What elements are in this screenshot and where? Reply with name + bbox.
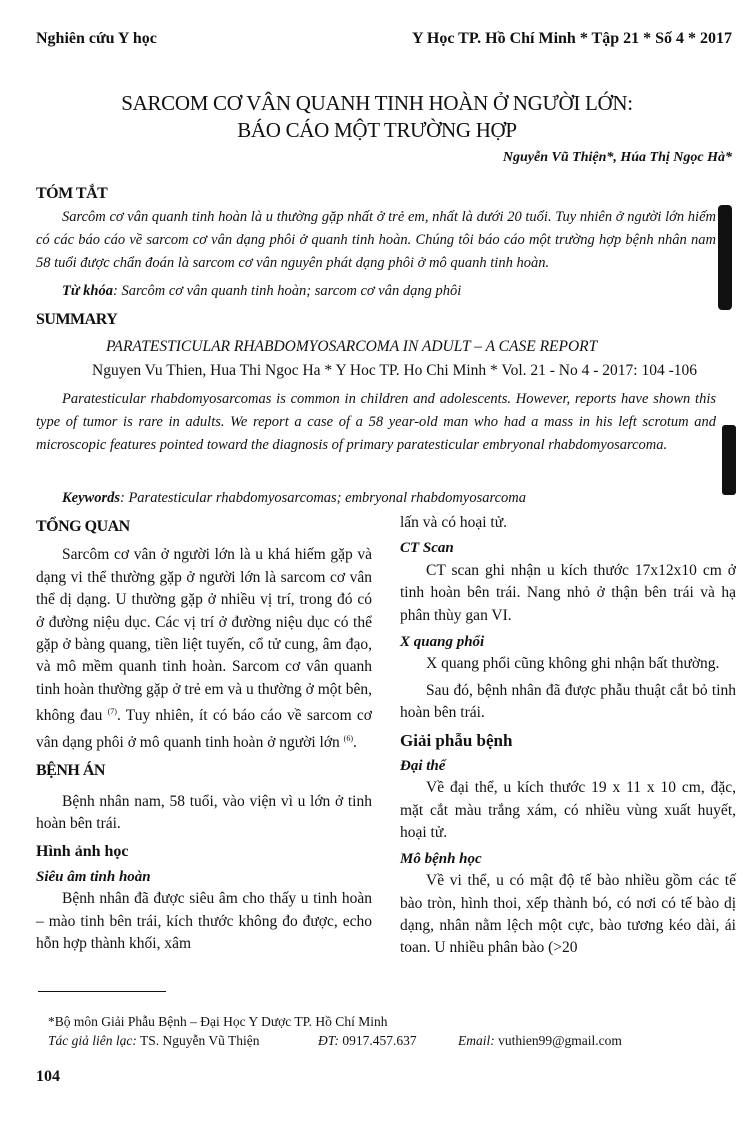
footnote-affiliation: *Bộ môn Giải Phẫu Bệnh – Đại Học Y Dược TP. Hồ Chí Minh <box>48 1014 388 1029</box>
running-header-left: Nghiên cứu Y học <box>36 30 157 47</box>
heading-benhan: BỆNH ÁN <box>36 762 105 780</box>
heading-mbh: Mô bệnh học <box>400 850 482 867</box>
keywords-en: Keywords: Paratesticular rhabdomyosarcomas; embryonal rhabdomyosarcoma <box>62 490 526 506</box>
keywords-vi: Từ khóa: Sarcôm cơ vân quanh tinh hoàn; sarcom cơ vân dạng phôi <box>62 283 462 299</box>
mbh-paragraph: Về vi thể, u có mật độ tế bào nhiều gồm các tế bào tròn, hình thoi, xếp thành bó, có nơi có tế bào dị dạng, nhân nằm lệch một cực, bào tương kéo dài, ái toan. U nhiều phân bào (>20 <box>400 872 736 957</box>
heading-ctscan: CT Scan <box>400 540 454 557</box>
heading-tomtat: TÓM TẮT <box>36 185 108 202</box>
citation: Nguyen Vu Thien, Hua Thi Ngoc Ha * Y Hoc TP. Ho Chi Minh * Vol. 21 - No 4 - 2017: 104 -106 <box>92 362 697 379</box>
heading-sieuam: Siêu âm tinh hoàn <box>36 869 151 885</box>
heading-xquang: X quang phổi <box>400 634 485 651</box>
abstract-vi: Sarcôm cơ vân quanh tinh hoàn là u thường gặp nhất ở trẻ em, nhất là dưới 20 tuổi. Tuy nhiên ở người lớn hiếm có các báo cáo về sarcom cơ vân dạng phôi ở quanh tinh hoàn. Chúng tôi báo cáo một trường hợp bệnh nhân nam 58 tuổi được chẩn đoán là sarcom cơ vân nguyên phát dạng phôi ở mô quanh tinh hoàn. <box>36 209 716 271</box>
english-title: PARATESTICULAR RHABDOMYOSARCOMA IN ADULT – A CASE REPORT <box>106 338 598 355</box>
surgery-paragraph: Sau đó, bệnh nhân đã được phẫu thuật cắt bỏ tinh hoàn bên trái. <box>400 681 736 722</box>
scan-artifact <box>722 425 736 495</box>
heading-tongquan: TỔNG QUAN <box>36 518 130 535</box>
heading-daithe: Đại thể <box>400 758 446 775</box>
scan-artifact <box>718 205 732 310</box>
left-column <box>36 516 372 956</box>
page-number: 104 <box>36 1068 60 1085</box>
xq-paragraph: X quang phổi cũng không ghi nhận bất thường. <box>426 655 720 673</box>
title-line-2: BÁO CÁO MỘT TRƯỜNG HỢP <box>237 118 517 142</box>
benhan-paragraph: Bệnh nhân nam, 58 tuổi, vào viện vì u lớn ở tinh hoàn bên trái. <box>36 792 372 833</box>
authors: Nguyễn Vũ Thiện*, Húa Thị Ngọc Hà* <box>502 150 732 165</box>
continued-text: lấn và có hoại tử. <box>400 514 507 531</box>
ct-paragraph: CT scan ghi nhận u kích thước 17x12x10 cm ở tinh hoàn bên trái. Nang nhỏ ở thận bên trái và hạ phân thùy gan VI. <box>400 561 736 624</box>
tongquan-paragraph: Sarcôm cơ vân ở người lớn là u khá hiếm gặp và dạng vi thể thường gặp ở người lớn là sarcom cơ vân thể dị dạng. U thường gặp ở nhiều vị trí, trong đó có ở đường niệu dục. Các vị trí ở đường niệu dục có thể gặp ở bàng quang, tiền liệt tuyến, cổ tử cung, âm đạo, và mô mềm quanh tinh hoàn. Sarcom cơ vân quanh tinh hoàn thường gặp ở trẻ em và u thường ở một bên, không đau $^{(7)}$. Tuy nhiên, ít có báo cáo về sarcom cơ vân dạng phôi ở mô quanh tinh hoàn ở người lớn $^{(6)}$. <box>36 546 372 751</box>
heading-hinhanh: Hình ảnh học <box>36 842 129 860</box>
title-line-1: SARCOM CƠ VÂN QUANH TINH HOÀN Ở NGƯỜI LỚN: <box>121 91 633 115</box>
footnote-divider <box>38 991 166 992</box>
article-title <box>0 90 754 144</box>
email-link[interactable]: vuthien99@gmail.com <box>498 1033 622 1048</box>
heading-summary: SUMMARY <box>36 311 118 328</box>
daithe-paragraph: Về đại thể, u kích thước 19 x 11 x 10 cm, đặc, mặt cắt màu trắng xám, có nhiều vùng xuất huyết, hoại tử. <box>400 779 736 842</box>
sieuam-paragraph: Bệnh nhân đã được siêu âm cho thấy u tinh hoàn – mào tinh bên trái, kích thước không đo được, echo hỗn hợp thành khối, xâm <box>36 890 372 953</box>
running-header-right: Y Học TP. Hồ Chí Minh * Tập 21 * Số 4 * 2017 <box>411 30 732 47</box>
right-column <box>400 512 736 960</box>
abstract-en: Paratesticular rhabdomyosarcomas is common in children and adolescents. However, reports have shown this type of tumor is rare in adults. We report a case of a 58 year-old man who had a mass in his left scrotum and microscopic features pointed toward the diagnosis of primary paratesticular embryonal rhabdomyosarcoma. <box>36 391 716 453</box>
heading-gpb: Giải phẫu bệnh <box>400 730 513 750</box>
footnote-contact: Tác giả liên lạc: TS. Nguyễn Vũ Thiện ĐT: 0917.457.637 Email: vuthien99@gmail.com <box>48 1033 622 1048</box>
